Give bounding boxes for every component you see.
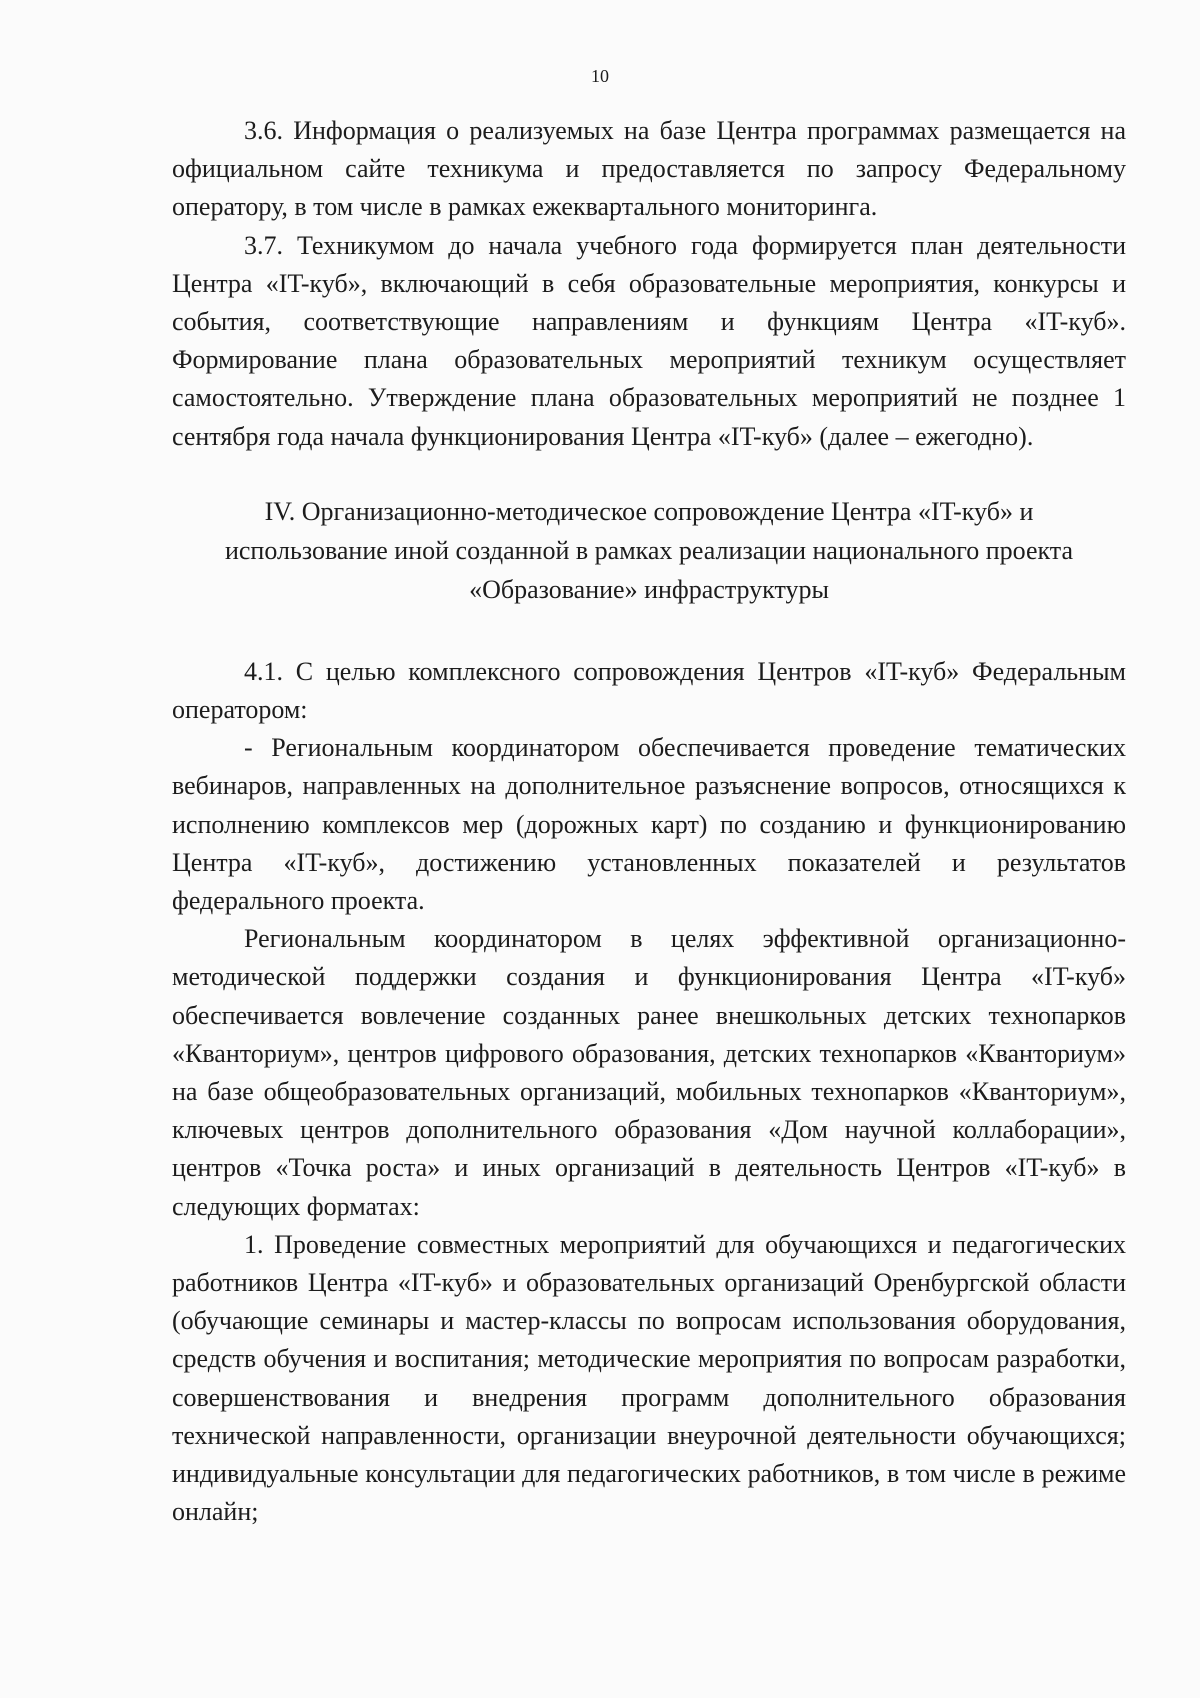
numbered-item-1: 1. Проведение совместных мероприятий для обучающихся и педагогических работников Центра «IT-куб» и образовательных организаций Оренбургской области (обучающие семинары и мастер-классы по вопросам использования оборудования, средств обучения и воспитания; методические мероприятия по вопросам разработки, совершенствования и внедрения программ дополнительного образования технической направленности, организации внеурочной деятельности обучающихся; индивидуальные консультации для педагогических работников, в том числе в режиме онлайн; <box>172 1229 1126 1527</box>
paragraph-3-6: 3.6. Информация о реализуемых на базе Центра программах размещается на официальном сайте техникума и предоставляется по запросу Федеральному оператору, в том числе в рамках ежеквартального мониторинга. <box>172 116 1126 222</box>
section-heading <box>172 492 1126 609</box>
paragraph-3-7: 3.7. Техникумом до начала учебного года формируется план деятельности Центра «IT-куб», включающий в себя образовательные мероприятия, конкурсы и события, соответствующие направлениям и функциям Центра «IT-куб». Формирование плана образовательных мероприятий техникум осуществляет самостоятельно. Утверждение плана образовательных мероприятий не позднее 1 сентября года начала функционирования Центра «IT-куб» (далее – ежегодно). <box>172 230 1126 451</box>
document-body <box>172 112 1126 1532</box>
section-heading-line: использование иной созданной в рамках реализации национального проекта <box>224 535 1074 565</box>
section-heading-line: IV. Организационно-методическое сопровождение Центра «IT-куб» и <box>264 496 1034 526</box>
page-number: 10 <box>591 66 609 86</box>
paragraph-4-1: 4.1. С целью комплексного сопровождения Центров «IT-куб» Федеральным оператором: <box>172 656 1126 725</box>
section-heading-line: «Образование» инфраструктуры <box>469 574 829 604</box>
dash-list-item: - Региональным координатором обеспечивается проведение тематических вебинаров, направленных на дополнительное разъяснение вопросов, относящихся к исполнению комплексов мер (дорожных карт) по созданию и функционированию Центра «IT-куб», достижению установленных показателей и результатов федерального проекта. <box>172 733 1126 916</box>
paragraph-regional-coordinator: Региональным координатором в целях эффективной организационно-методической поддержки создания и функционирования Центра «IT-куб» обеспечивается вовлечение созданных ранее внешкольных детских технопарков «Кванториум», центров цифрового образования, детских технопарков «Кванториум» на базе общеобразовательных организаций, мобильных технопарков «Кванториум», ключевых центров дополнительного образования «Дом научной коллаборации», центров «Точка роста» и иных организаций в деятельность Центров «IT-куб» в следующих форматах: <box>172 924 1126 1221</box>
